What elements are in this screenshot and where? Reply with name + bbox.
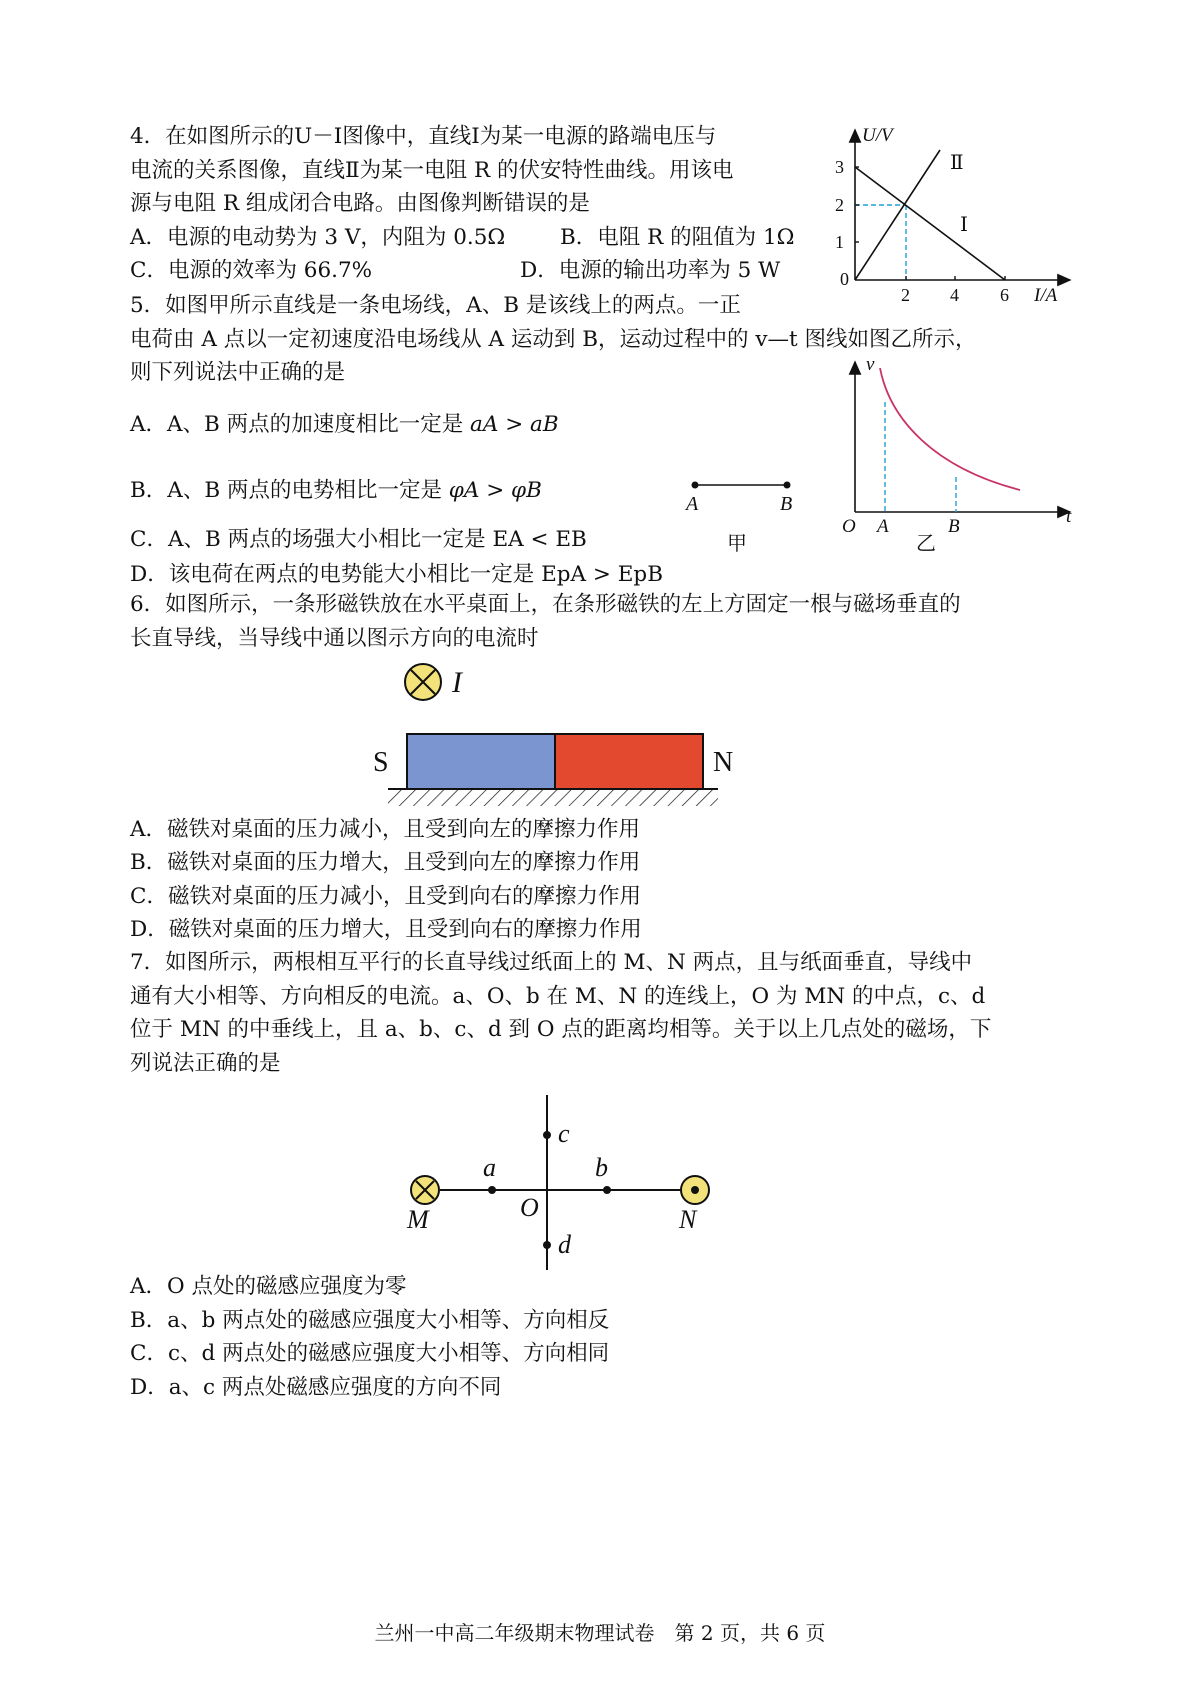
line-ii-label: Ⅱ <box>950 152 964 174</box>
origin-o-label: O <box>842 516 856 537</box>
q7-option-c: C．c、d 两点处的磁感应强度大小相等、方向相同 <box>130 1341 610 1366</box>
y-axis-label: U/V <box>862 125 893 146</box>
t-axis-label: t <box>1066 506 1072 527</box>
q7-stem-line-1: 7．如图所示，两根相互平行的长直导线过纸面上的 M、N 两点，且与纸面垂直，导线中 <box>130 950 973 975</box>
table-hatching <box>388 790 718 806</box>
x-tick-6: 6 <box>1000 285 1009 305</box>
t-point-a-label: A <box>877 516 889 537</box>
origin-label: 0 <box>840 269 849 289</box>
line-ii <box>855 150 940 280</box>
q5-option-b-expr: φA > φB <box>448 478 542 503</box>
y-tick-2: 2 <box>835 195 844 215</box>
q5-option-c: C．A、B 两点的场强大小相比一定是 EA < EB <box>130 527 587 552</box>
q4-option-d: D．电源的输出功率为 5 W <box>520 258 781 283</box>
point-a <box>488 1186 496 1194</box>
label-a: a <box>483 1153 496 1182</box>
figure-jia <box>670 470 800 560</box>
q7-option-a: A．O 点处的磁感应强度为零 <box>130 1274 407 1299</box>
q6-option-b: B．磁铁对桌面的压力增大，且受到向左的摩擦力作用 <box>130 850 641 875</box>
point-b-dot <box>784 482 791 489</box>
q7-option-b: B．a、b 两点处的磁感应强度大小相等、方向相反 <box>130 1308 610 1333</box>
x-axis-label: I/A <box>1034 285 1058 306</box>
q5-option-b: B．A、B 两点的电势相比一定是 φA > φB <box>130 478 542 503</box>
label-c: c <box>558 1119 570 1148</box>
q5-stem-line-3: 则下列说法中正确的是 <box>130 360 346 385</box>
magnet-south-half <box>407 734 555 789</box>
label-d: d <box>558 1230 571 1259</box>
caption-jia: 甲 <box>727 533 747 555</box>
caption-yi: 乙 <box>916 533 936 555</box>
q6-option-c: C．磁铁对桌面的压力减小，且受到向右的摩擦力作用 <box>130 884 641 909</box>
q7-stem-line-3: 位于 MN 的中垂线上，且 a、b、c、d 到 O 点的距离均相等。关于以上几点处的磁场，下 <box>130 1017 992 1042</box>
x-tick-4: 4 <box>950 285 959 305</box>
q6-option-d: D．磁铁对桌面的压力增大，且受到向右的摩擦力作用 <box>130 917 642 942</box>
label-b: b <box>595 1153 608 1182</box>
q4-option-c: C．电源的效率为 66.7% <box>130 258 373 283</box>
q5-option-a-expr: aA > aB <box>470 412 559 437</box>
pole-n-label: N <box>713 747 734 778</box>
q5-option-d: D．该电荷在两点的电势能大小相比一定是 EpA > EpB <box>130 562 663 587</box>
line-i-label: Ⅰ <box>960 214 968 236</box>
q4-stem-line-1: 4．在如图所示的U－I图像中，直线Ⅰ为某一电源的路端电压与 <box>130 124 717 149</box>
q5-stem-line-2: 电荷由 A 点以一定初速度沿电场线从 A 运动到 B，运动过程中的 v—t 图线如图乙所示， <box>130 327 977 352</box>
pole-s-label: S <box>373 747 389 778</box>
point-c <box>543 1131 551 1139</box>
y-tick-1: 1 <box>835 232 844 252</box>
v-axis-label: v <box>866 354 875 375</box>
x-tick-2: 2 <box>901 285 910 305</box>
q5-stem-line-1: 5．如图甲所示直线是一条电场线，A、B 是该线上的两点。一正 <box>130 293 741 318</box>
q4-stem-line-3: 源与电阻 R 组成闭合电路。由图像判断错误的是 <box>130 191 590 216</box>
current-label: I <box>452 666 462 699</box>
point-a-dot <box>692 482 699 489</box>
ui-graph <box>830 125 1080 330</box>
q6-option-a: A．磁铁对桌面的压力减小，且受到向左的摩擦力作用 <box>130 817 641 842</box>
q4-option-a: A．电源的电动势为 3 V，内阻为 0.5Ω <box>130 225 506 250</box>
magnet-north-half <box>555 734 703 789</box>
label-n: N <box>679 1205 697 1234</box>
point-b-label: B <box>780 493 793 515</box>
q6-stem-line-1: 6．如图所示，一条形磁铁放在水平桌面上，在条形磁铁的左上方固定一根与磁场垂直的 <box>130 592 961 617</box>
label-m: M <box>407 1205 429 1234</box>
page-footer: 兰州一中高二年级期末物理试卷 第 2 页，共 6 页 <box>374 1621 826 1645</box>
line-i <box>855 167 1005 280</box>
q6-stem-line-2: 长直导线，当导线中通以图示方向的电流时 <box>130 626 539 651</box>
point-a-label: A <box>686 493 699 515</box>
magnet-figure <box>373 655 830 820</box>
q7-option-d: D．a、c 两点处磁感应强度的方向不同 <box>130 1375 502 1400</box>
q4-stem-line-2: 电流的关系图像，直线Ⅱ为某一电阻 R 的伏安特性曲线。用该电 <box>130 158 734 183</box>
label-o: O <box>520 1193 539 1222</box>
y-tick-3: 3 <box>835 157 844 177</box>
t-point-b-label: B <box>948 516 960 537</box>
q7-stem-line-2: 通有大小相等、方向相反的电流。a、O、b 在 M、N 的连线上，O 为 MN 的中点，c、d <box>130 984 986 1009</box>
point-d <box>543 1241 551 1249</box>
two-wires-figure <box>395 1090 795 1280</box>
q7-stem-line-4: 列说法正确的是 <box>130 1051 281 1076</box>
vt-curve <box>880 368 1020 490</box>
point-b <box>603 1186 611 1194</box>
figure-yi-vt-graph <box>830 350 1080 600</box>
q5-option-a: A．A、B 两点的加速度相比一定是 aA > aB <box>130 412 559 437</box>
q4-option-b: B．电阻 R 的阻值为 1Ω <box>560 225 795 250</box>
